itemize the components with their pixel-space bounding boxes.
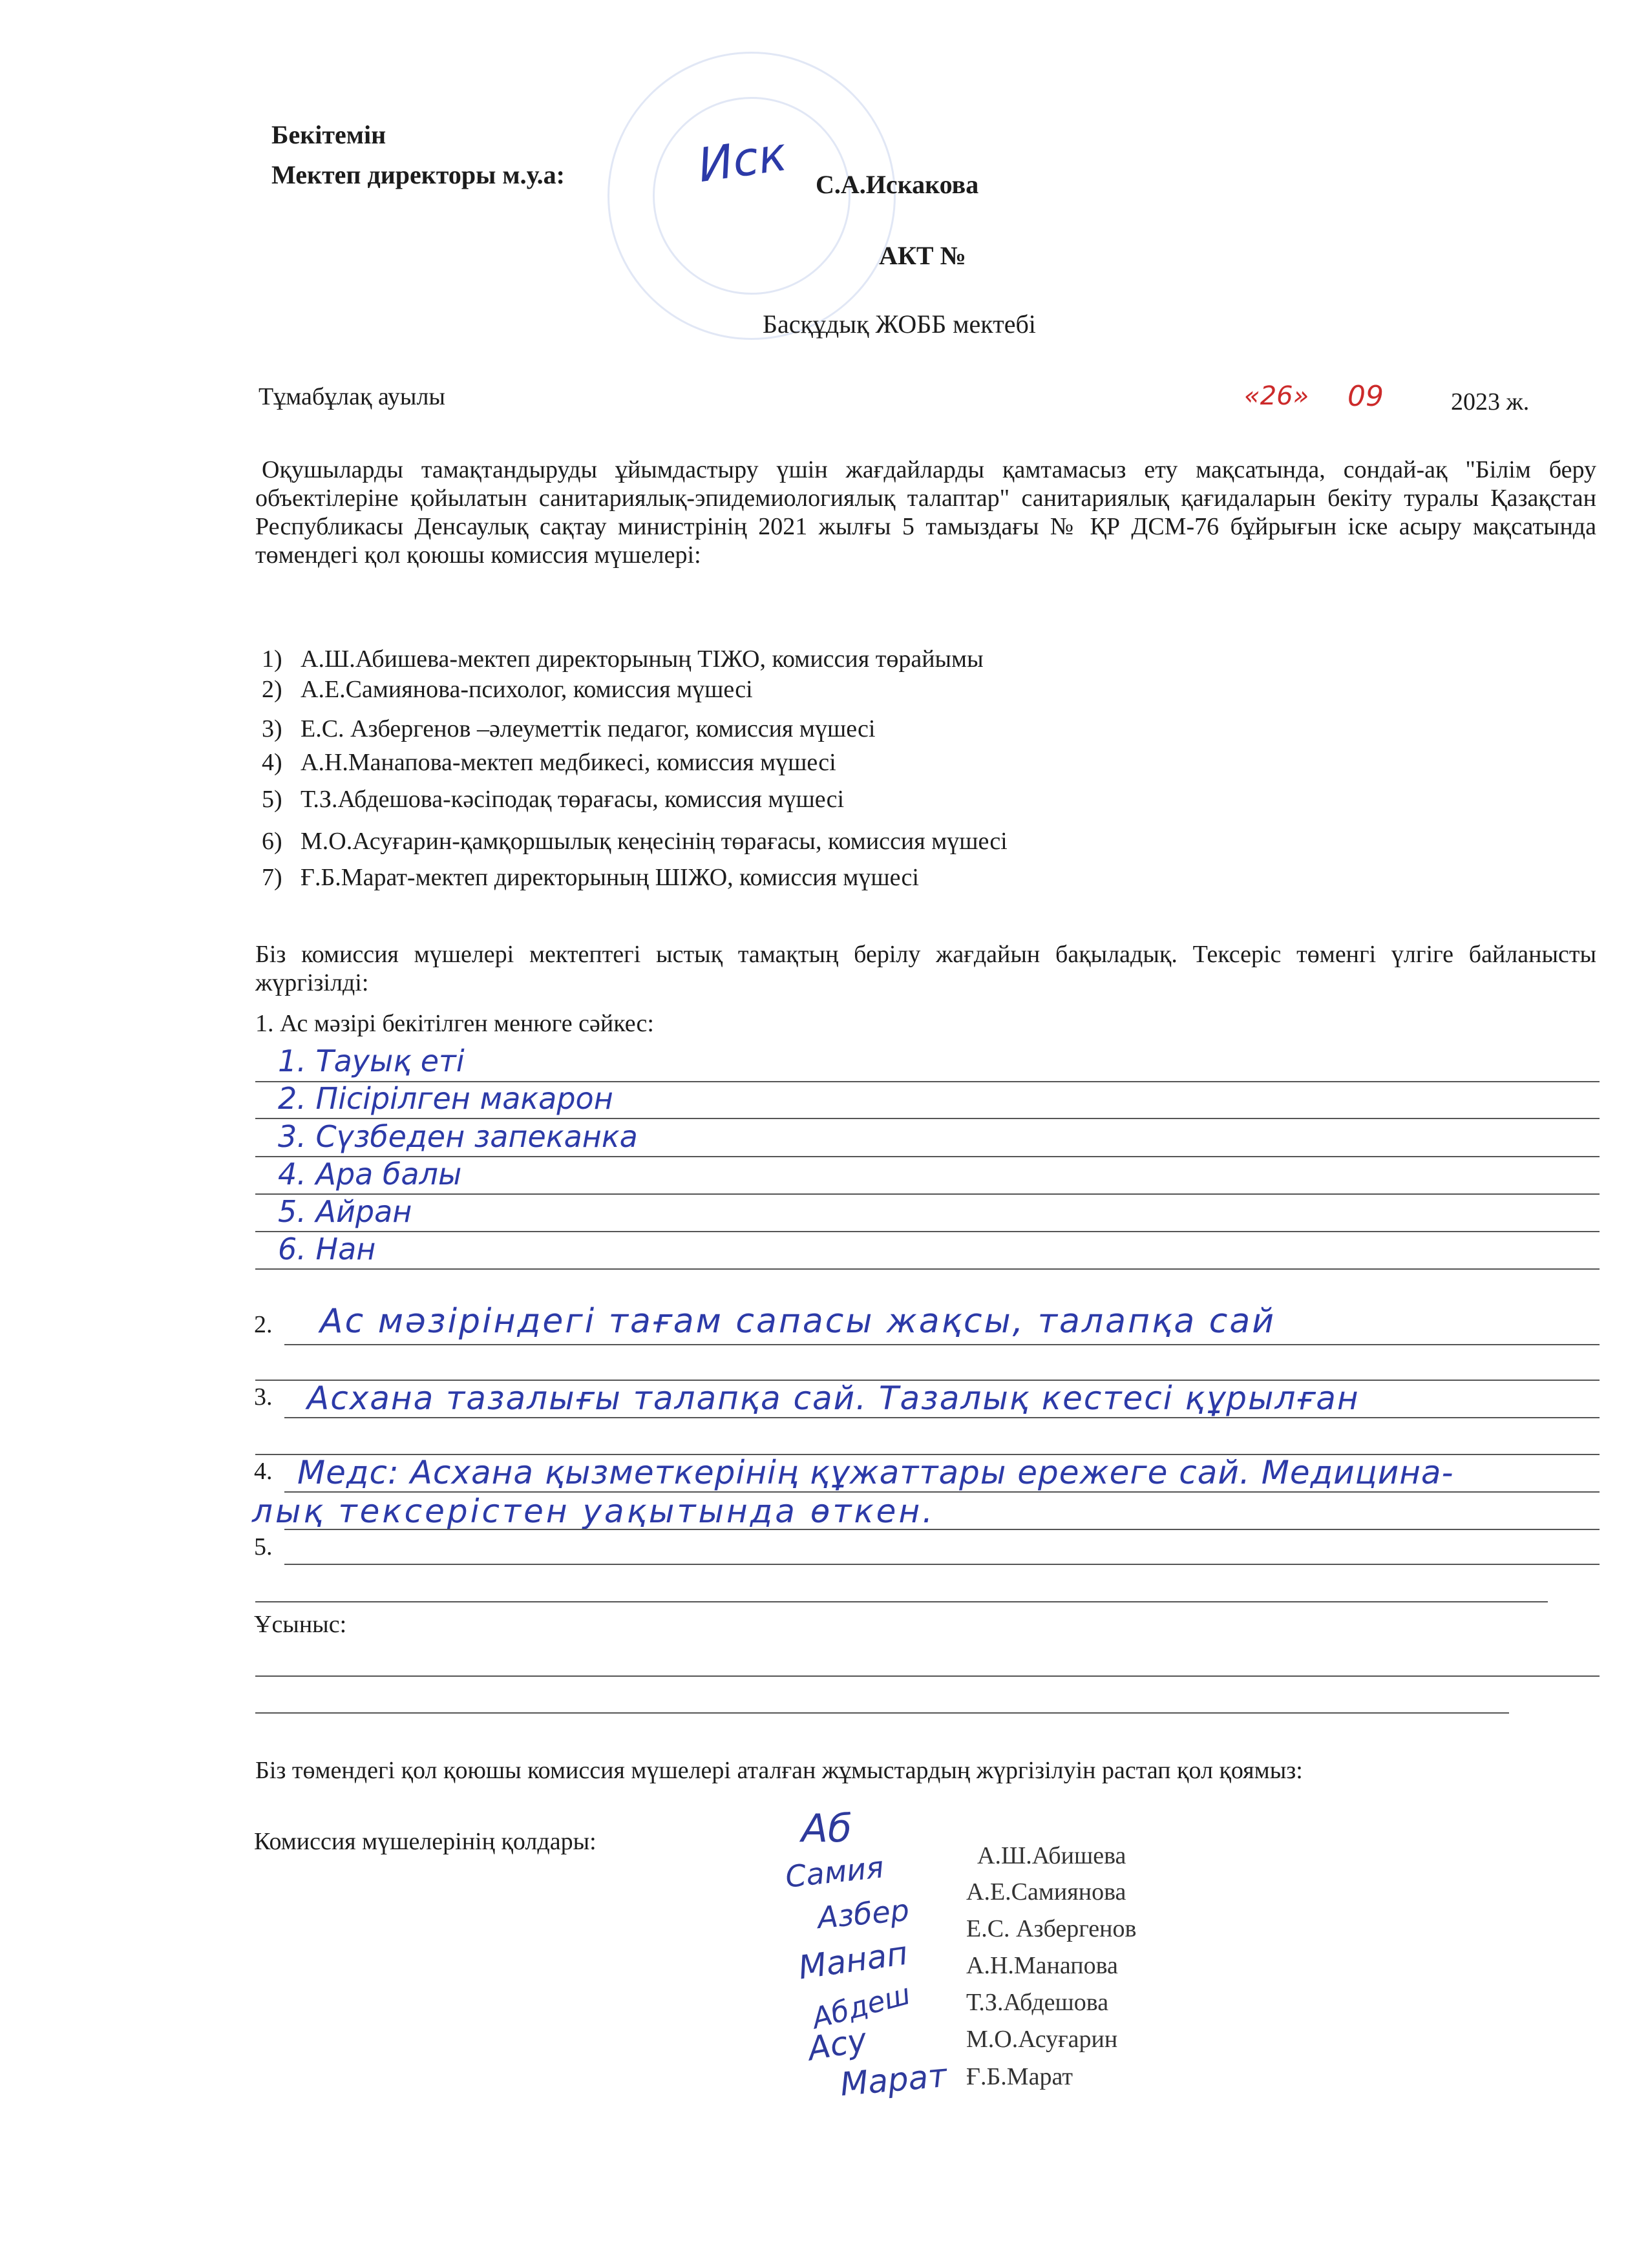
- director-signature: Иск: [694, 126, 790, 193]
- member-item: 6) М.О.Асуғарин-қамқоршылық кеңесінің төрағасы, комиссия мүшесі: [262, 828, 1008, 855]
- item-number: 5.: [254, 1533, 273, 1560]
- item-handwritten-text: Ас мәзіріндегі тағам сапасы жақсы, талапқа сай: [320, 1302, 1276, 1341]
- date-year: 2023 ж.: [1451, 388, 1530, 415]
- signer-name: Ғ.Б.Марат: [966, 2063, 1073, 2090]
- item-number: 4.: [254, 1458, 273, 1485]
- member-signature: Азбер: [816, 1892, 911, 1936]
- form-line: [255, 1601, 1548, 1602]
- form-line: [255, 1675, 1600, 1677]
- menu-item: 2. Пісірілген макарон: [278, 1081, 613, 1116]
- menu-item: 1. Тауық еті: [278, 1044, 465, 1078]
- member-item: 4) А.Н.Манапова-мектеп медбикесі, комиссия мүшесі: [262, 749, 836, 776]
- check-intro-paragraph: Біз комиссия мүшелері мектептегі ыстық тамақтың берілу жағдайын бақыладық. Тексеріс төменгі үлгіге байланысты жүргізілді:: [255, 941, 1596, 996]
- member-item: 2) А.Е.Самиянова-психолог, комиссия мүшесі: [262, 676, 753, 703]
- member-item: 3) Е.С. Азбергенов –әлеуметтік педагог, комиссия мүшесі: [262, 715, 876, 742]
- date-day: «26»: [1244, 381, 1309, 411]
- document-title: АКТ №: [879, 241, 966, 270]
- confirmation-paragraph: Біз төмендегі қол қоюшы комиссия мүшелері аталған жұмыстардың жүргізілуін растап қол қоямыз:: [255, 1757, 1303, 1784]
- intro-paragraph: Оқушыларды тамақтандыруды ұйымдастыру үшін жағдайларды қамтамасыз ету мақсатында, сондай-ақ "Білім беру объектілеріне қойылатын санитариялық-эпидемиологиялық талаптар" санитариялық қағидаларын бекіту туралы Қазақстан Республикасы Денсаулық сақтау министрінің 2021 жылғы 5 тамыздағы № ҚР ДСМ-76 бұйрығын іске асыру мақсатында төмендегі қол қоюшы комиссия мүшелері:: [255, 456, 1596, 569]
- director-label: Мектеп директоры м.у.а:: [271, 160, 565, 189]
- member-item: 1) А.Ш.Абишева-мектеп директорының ТІЖО, комиссия төрайымы: [262, 646, 984, 673]
- item-handwritten-text: Асхана тазалығы талапқа сай. Тазалық кестесі құрылған: [307, 1380, 1360, 1417]
- item-handwritten-text: лық тексеріcтен уақытында өткен.: [252, 1493, 936, 1530]
- form-line: [284, 1564, 1600, 1565]
- form-line: [284, 1529, 1600, 1530]
- date-month: 09: [1347, 380, 1384, 413]
- signer-name: А.Е.Самиянова: [966, 1878, 1126, 1906]
- form-line: [284, 1344, 1600, 1345]
- form-line: [284, 1417, 1600, 1418]
- item-number: 3.: [254, 1383, 273, 1411]
- signer-name: А.Н.Манапова: [966, 1952, 1118, 1979]
- menu-check-label: 1. Ас мәзірі бекітілген менюге сәйкес:: [255, 1010, 654, 1037]
- member-signature: Асу: [805, 2021, 870, 2068]
- member-signature: Самия: [783, 1849, 885, 1895]
- member-signature: Аб: [801, 1806, 852, 1851]
- form-line: [255, 1231, 1600, 1232]
- proposal-label: Ұсыныс:: [254, 1611, 347, 1638]
- approve-label: Бекітемін: [271, 120, 386, 149]
- form-line: [255, 1712, 1509, 1714]
- form-line: [255, 1193, 1600, 1195]
- menu-item: 6. Нан: [278, 1232, 376, 1266]
- member-item: 5) Т.З.Абдешова-кәсіподақ төрағасы, комиссия мүшесі: [262, 786, 845, 813]
- signer-name: А.Ш.Абишева: [977, 1842, 1126, 1869]
- village-name: Тұмабұлақ ауылы: [259, 383, 445, 410]
- signer-name: Т.З.Абдешова: [966, 1989, 1109, 2016]
- menu-item: 5. Айран: [278, 1194, 412, 1229]
- item-number: 2.: [254, 1311, 273, 1338]
- menu-item: 4. Ара балы: [278, 1157, 462, 1192]
- menu-item: 3. Сүзбеден запеканка: [278, 1119, 638, 1154]
- member-signature: Марат: [838, 2056, 949, 2104]
- signatures-label: Комиссия мүшелерінің қолдары:: [254, 1828, 597, 1855]
- member-item: 7) Ғ.Б.Марат-мектеп директорының ШІЖО, комиссия мүшесі: [262, 864, 919, 891]
- signer-name: М.О.Асуғарин: [966, 2026, 1118, 2053]
- item-handwritten-text: Медс: Асхана қызметкерінің құжаттары ережеге сай. Медицина-: [297, 1454, 1454, 1491]
- school-name: Басқұдық ЖОББ мектебі: [763, 310, 1036, 339]
- signer-name: Е.С. Азбергенов: [966, 1915, 1137, 1942]
- form-line: [255, 1268, 1600, 1270]
- director-name: С.А.Искакова: [816, 170, 979, 199]
- member-signature: Манап: [796, 1934, 911, 1987]
- member-signature: Абдеш: [808, 1977, 914, 2036]
